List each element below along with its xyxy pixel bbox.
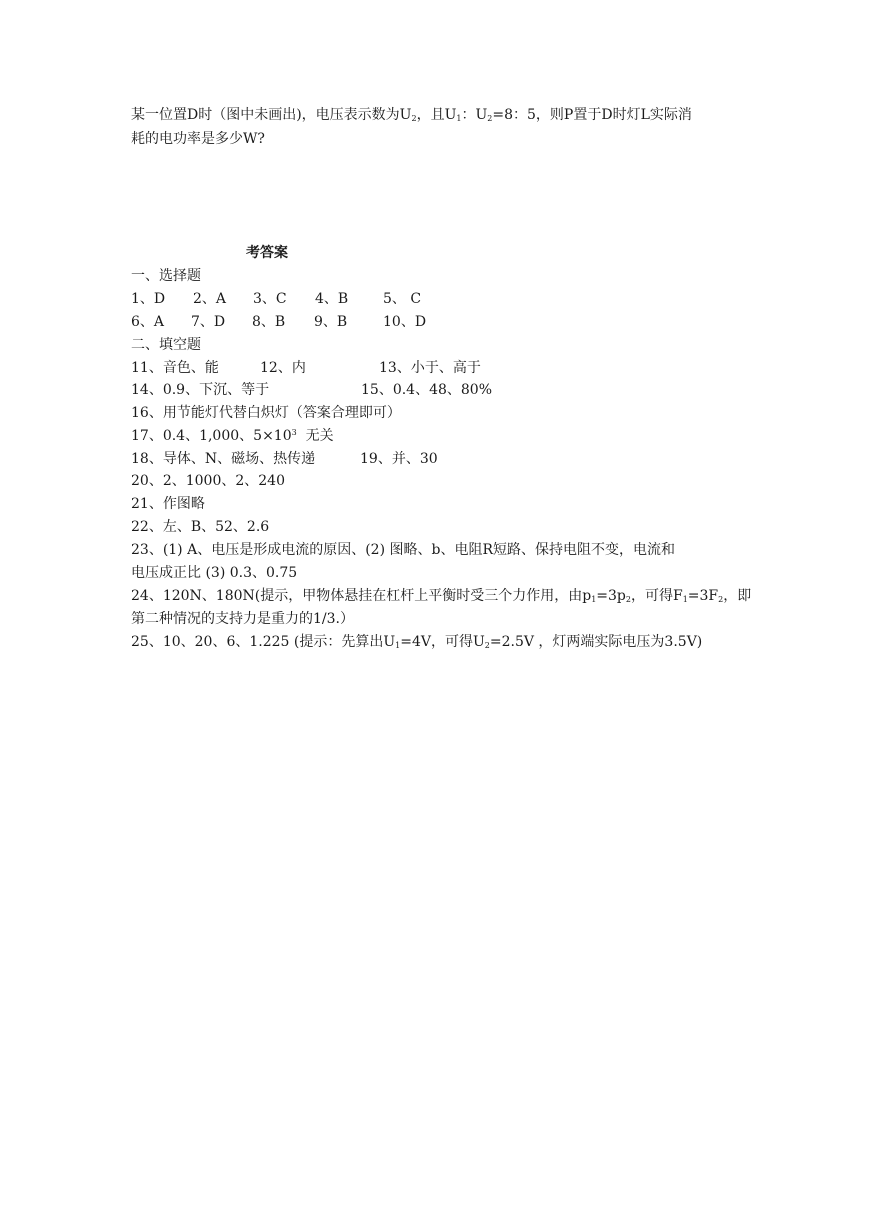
subscript: 2 <box>484 641 490 650</box>
text-run: ，即 <box>723 588 752 604</box>
fill-answer-row <box>131 588 751 604</box>
choice-answer-row-1 <box>131 291 421 307</box>
text-run: ，且U <box>416 107 457 123</box>
answer-item: 15、0.4、48、80% <box>361 382 493 398</box>
text-run: =3p <box>596 588 626 604</box>
answer-item: 18、导体、N、磁场、热传递 <box>131 451 316 467</box>
answer-item: 6、A <box>131 314 165 330</box>
fill-answer-row: 第二种情况的支持力是重力的1/3.） <box>131 611 354 627</box>
answer-item: 13、小于、高于 <box>379 360 481 376</box>
text-run: =2.5V ，灯两端实际电压为3.5V) <box>489 634 703 650</box>
fill-answer-row: 16、用节能灯代替白炽灯（答案合理即可） <box>131 405 401 421</box>
text-run: 17、0.4、1,000、5×10 <box>131 428 292 444</box>
fill-answer-row <box>131 451 438 467</box>
subscript: 1 <box>591 595 597 604</box>
subscript: 1 <box>456 114 462 123</box>
subscript: 1 <box>682 595 688 604</box>
subscript: 1 <box>395 641 401 650</box>
answer-item: 2、A <box>193 291 227 307</box>
answer-item: 8、B <box>252 314 286 330</box>
text-run: 某一位置D时（图中未画出)，电压表示数为U <box>131 107 412 123</box>
subscript: 2 <box>625 595 631 604</box>
text-run: =8：5，则P置于D时灯L实际消 <box>492 107 692 123</box>
answer-item: 3、C <box>253 291 287 307</box>
question-tail-line-2: 耗的电功率是多少W? <box>131 131 265 147</box>
text-run: 无关 <box>296 428 334 444</box>
fill-answer-row <box>131 428 334 444</box>
answers-title: 考答案 <box>246 245 288 261</box>
question-tail-line-1 <box>131 107 692 123</box>
fill-answer-row <box>131 360 481 376</box>
answer-item: 11、音色、能 <box>131 360 219 376</box>
answer-item: 1、D <box>131 291 166 307</box>
choice-section-heading: 一、选择题 <box>131 268 201 284</box>
text-run: =4V，可得U <box>400 634 485 650</box>
choice-answer-row-2 <box>131 314 426 330</box>
fill-answer-row: 20、2、1000、2、240 <box>131 473 285 489</box>
answer-item: 4、B <box>315 291 349 307</box>
answer-item: 14、0.9、下沉、等于 <box>131 382 270 398</box>
fill-answer-row: 电压成正比 (3) 0.3、0.75 <box>131 565 298 581</box>
answer-item: 12、内 <box>260 360 306 376</box>
answer-item: 5、 C <box>383 291 422 307</box>
text-run: 24、120N、180N(提示，甲物体悬挂在杠杆上平衡时受三个力作用，由p <box>131 588 592 604</box>
subscript: 2 <box>411 114 417 123</box>
superscript: 3 <box>291 428 297 437</box>
fill-answer-row: 22、左、B、52、2.6 <box>131 519 270 535</box>
answer-item: 10、D <box>383 314 427 330</box>
fill-answer-row <box>131 634 702 650</box>
fill-answer-row <box>131 382 492 398</box>
subscript: 2 <box>487 114 493 123</box>
fill-answer-row: 21、作图略 <box>131 496 205 512</box>
text-run: ，可得F <box>630 588 683 604</box>
text-run: 25、10、20、6、1.225 (提示：先算出U <box>131 634 396 650</box>
text-run: =3F <box>687 588 719 604</box>
answer-item: 7、D <box>191 314 226 330</box>
answer-item: 19、并、30 <box>360 451 438 467</box>
fill-section-heading: 二、填空题 <box>131 337 201 353</box>
subscript: 2 <box>718 595 724 604</box>
fill-answer-row: 23、(1) A、电压是形成电流的原因、(2) 图略、b、电阻R短路、保持电阻不变，电流和 <box>131 542 675 558</box>
answer-item: 9、B <box>314 314 348 330</box>
text-run: ：U <box>461 107 488 123</box>
